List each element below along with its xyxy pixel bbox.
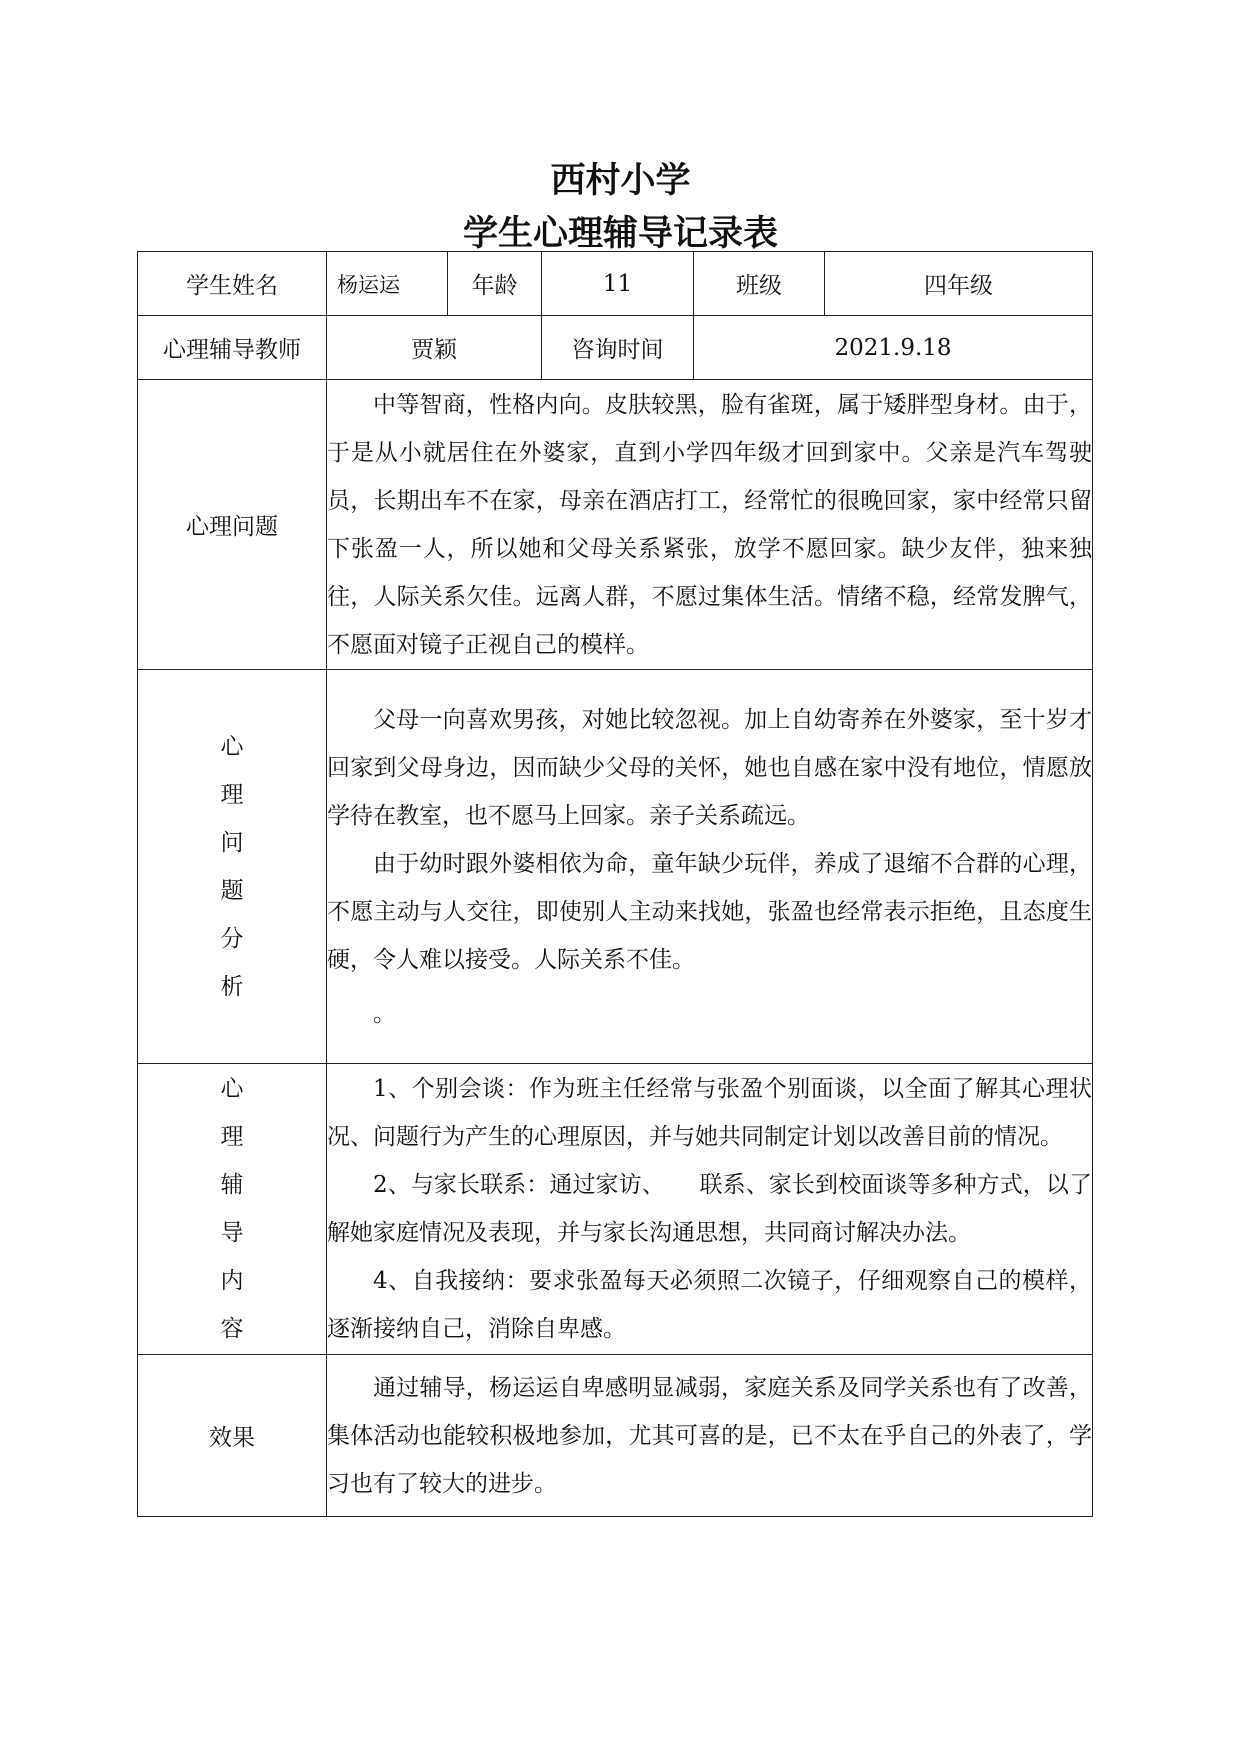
student-name-value: 杨运运: [327, 252, 448, 316]
analysis-label: [138, 670, 327, 1064]
problem-text: 中等智商，性格内向。皮肤较黑，脸有雀斑，属于矮胖型身材。由于，于是从小就居住在外婆家，直到小学四年级才回到家中。父亲是汽车驾驶员，长期出车不在家，母亲在酒店打工，经常忙的很晚回家，家中经常只留下张盈一人，所以她和父母关系紧张，放学不愿回家。缺少友伴，独来独往，人际关系欠佳。远离人群，不愿过集体生活。情绪不稳，经常发脾气，不愿面对镜子正视自己的模样。: [327, 391, 1092, 658]
analysis-label-char: 析: [220, 973, 244, 1000]
analysis-label-char: 题: [220, 877, 244, 904]
analysis-paragraph: 由于幼时跟外婆相依为命，童年缺少玩伴，养成了退缩不合群的心理，不愿主动与人交往，即使别人主动来找她，张盈也经常表示拒绝，且态度生硬，令人难以接受。人际关系不佳。: [327, 850, 1092, 973]
analysis-cell: [327, 670, 1093, 1064]
age-label: 年龄: [448, 252, 542, 316]
analysis-label-char: 理: [220, 781, 244, 808]
problem-row: [138, 380, 1093, 670]
effect-row: [138, 1355, 1093, 1517]
analysis-paragraph: 父母一向喜欢男孩，对她比较忽视。加上自幼寄养在外婆家，至十岁才回家到父母身边，因而缺少父母的关怀，她也自感在家中没有地位，情愿放学待在教室，也不愿马上回家。亲子关系疏远。: [327, 706, 1092, 829]
analysis-label-char: 分: [220, 925, 244, 952]
content-paragraph: 1、个别会谈：作为班主任经常与张盈个别面谈，以全面了解其心理状况、问题行为产生的心理原因，并与她共同制定计划以改善目前的情况。: [327, 1076, 1092, 1150]
class-value: 四年级: [825, 252, 1093, 316]
teacher-info-row: [138, 316, 1093, 380]
content-paragraph: 4、自我接纳：要求张盈每天必须照二次镜子，仔细观察自己的模样，逐渐接纳自己，消除自卑感。: [327, 1268, 1092, 1342]
content-label-char: 容: [220, 1316, 244, 1342]
content-label: [138, 1064, 327, 1355]
content-label-char: 辅: [220, 1172, 244, 1198]
effect-label: 效果: [138, 1355, 327, 1517]
content-label-char: 心: [220, 1076, 244, 1102]
class-label: 班级: [694, 252, 825, 316]
teacher-label: 心理辅导教师: [138, 316, 327, 380]
analysis-trailing: 。: [373, 1000, 396, 1027]
consult-time-label: 咨询时间: [542, 316, 694, 380]
form-title: 学生心理辅导记录表: [462, 214, 778, 254]
problem-cell: [327, 380, 1093, 670]
school-title: 西村小学: [550, 161, 691, 201]
analysis-label-char: 问: [220, 829, 244, 856]
content-cell: [327, 1064, 1093, 1355]
student-name-label: 学生姓名: [138, 252, 327, 316]
content-label-char: 内: [220, 1268, 244, 1294]
problem-label: 心理问题: [138, 380, 327, 670]
effect-text: 通过辅导，杨运运自卑感明显减弱，家庭关系及同学关系也有了改善，集体活动也能较积极地参加，尤其可喜的是，已不太在乎自己的外表了，学习也有了较大的进步。: [327, 1374, 1092, 1497]
effect-cell: [327, 1355, 1093, 1517]
teacher-value: 贾颖: [327, 316, 542, 380]
age-value: 11: [542, 252, 694, 316]
student-info-row: [138, 252, 1093, 316]
analysis-row: [138, 670, 1093, 1064]
content-label-char: 导: [220, 1220, 244, 1246]
record-table: [137, 251, 1093, 1517]
content-paragraph: 2、与家长联系：通过家访、 联系、家长到校面谈等多种方式，以了解她家庭情况及表现，并与家长沟通思想，共同商讨解决办法。: [327, 1172, 1092, 1246]
consult-time-value: 2021.9.18: [694, 316, 1093, 380]
analysis-label-char: 心: [220, 733, 244, 760]
content-row: [138, 1064, 1093, 1355]
content-label-char: 理: [220, 1124, 244, 1150]
